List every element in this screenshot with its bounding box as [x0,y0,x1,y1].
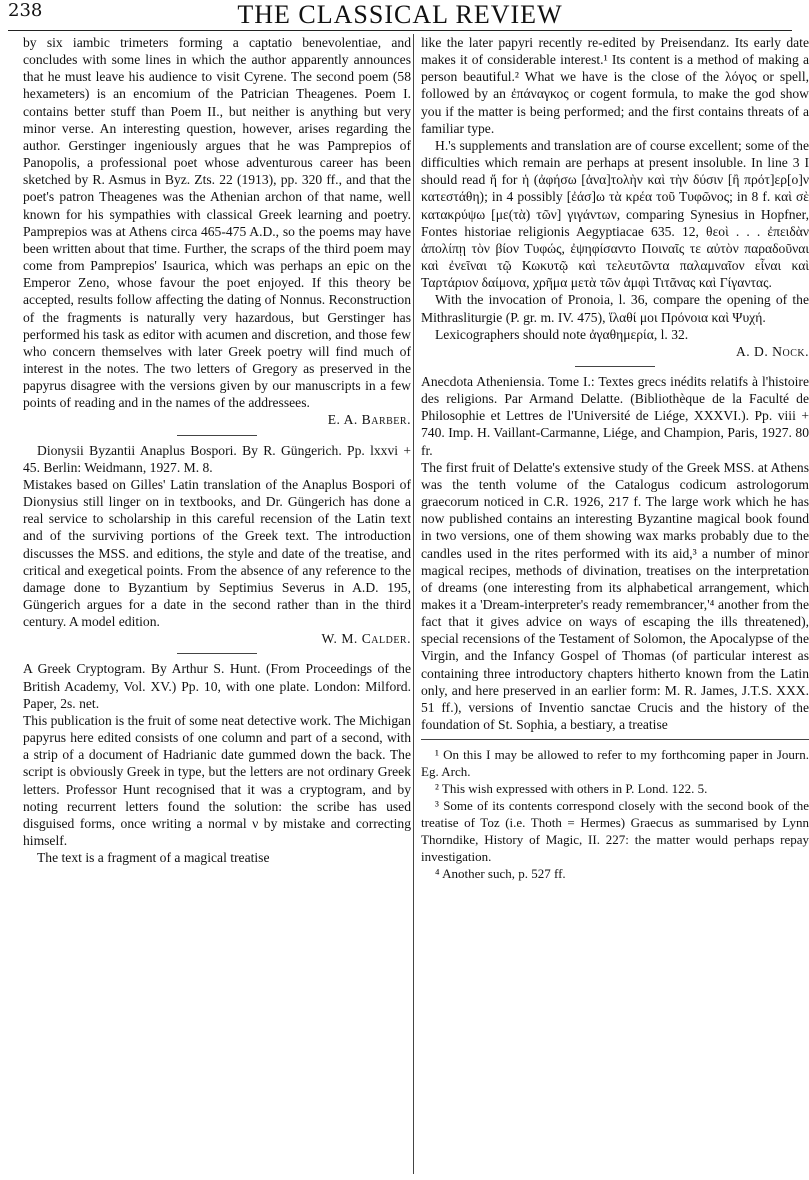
review-body-cryptogram-cont: The text is a fragment of a magical treatise [37,850,270,866]
signature-calder: W. M. Calder. [321,631,411,647]
review-heading-cryptogram: A Greek Cryptogram. By Arthur S. Hunt. (From Proceedings of the British Academy, Vol. XV.) Pp. 10, with one plate. London: Milford. Paper, 2s. net. [23,661,411,711]
footnote-1: ¹ On this I may be allowed to refer to my forthcoming paper in Journ. Eg. Arch. [421,747,809,780]
cryptogram-continued: like the later papyri recently re-edited by Preisendanz. Its early date makes it of considerable interest.¹ Its content is a method of making a person beautiful.² What we have is the close of the λόγος or spell, followed by an ἐπάναγκος or cogent formula, to make the god show you if the matter is being performed; and the first contains threats of a familiar type. [421,35,809,136]
column-divider [413,34,414,1174]
section-separator [177,653,257,654]
footnote-rule [421,739,809,740]
footnote-4: ⁴ Another such, p. 527 ff. [435,866,566,882]
review-body-anecdota: The first fruit of Delatte's extensive study of the Greek MSS. at Athens was the tenth volume of the Catalogus codicum astrologorum graecorum noticed in C.R. 1926, 217 f. The large work which he has now published contains an interesting Byzantine magical book found in two versions, one of them showing wax marks probably due to the candles used in the rites performed with its aid,³ a number of minor magical recipes, methods of divination, treatises on the interpretation of dreams (one interesting from its alphabetical arrangement, which makes it a 'Dream-interpreter's ready remembrancer,'⁴ another from the fact that it gives advice on ways of escaping the ills threatened), special recensions of the Testament of Solomon, the Apocalypse of the Virgin, and the Infancy Gospel of Thomas (of particular interest as containing three introductory chapters hitherto known from the Latin only, and here preserved in an earlier form: M. R. James, J.T.S. XXX. 51 ff.), versions of Inventio sanctae Crucis and the history of the foundation of St. Sophia, a bestiary, a treatise [421,459,809,733]
cryptogram-lexicographers: Lexicographers should note ἀγαθημερία, l. 32. [435,326,689,342]
header-rule [8,30,792,31]
barber-review-end: by six iambic trimeters forming a captatio benevolentiae, and concludes with some lines in which the author apparently announces that he must leave his audience to visit Cyrene. The second poem (58 hexameters) is an encomium of the Patrician Theagenes. Poem I. contains better stuff than Poem II., but neither is anything but very minor verse. An interesting question, however, arises regarding the author. Gerstinger ingeniously argues that he was Pamprepios of Panopolis, a professional poet whose adventurous career has been sketched by R. Asmus in Byz. Zts. 22 (1913), pp. 320 ff., and that the poet's patron Theagenes was the Athenian archon of that name, well known for his sympathies with classical Greek learning and poetry. Pamprepios was at Athens circa 465-475 A.D., so the poems may have been written about that time. Further, the scraps of the third poem may come from Pamprepios' Isaurica, which was perhaps an epic on the Emperor Zeno, whose favour the poet enjoyed. If this theory be accepted, results follow affecting the dating of Nonnus. Reconstruction of the fragments is naturally very hazardous, but Gerstinger has performed his task as editor with acumen and discretion, and those few who concern themselves with later Greek poetry will find much of interest in the notes. The two letters of Gregory as preserved in the papyrus disagree with the versions given by our manuscripts in a few points of reading and in the names of the addressees. [23,35,411,411]
left-column [23,34,411,866]
section-separator [575,366,655,367]
signature-nock: A. D. Nock. [735,343,809,359]
footnote-2: ² This wish expressed with others in P. Lond. 122. 5. [435,781,708,797]
cryptogram-notes: H.'s supplements and translation are of course excellent; some of the difficulties which remain are perhaps at present insoluble. In line 3 I should read ἤ for ἡ (ἀφήσω [ἀνα]τολὴν καὶ τὴν δύσιν [ἢ πρότ]ερ[ο]ν κατεστάθη); in 4 possibly [ἐάσ]ω τὰ κρέα τοῦ Τυφῶνος; in 8 f. καὶ σὲ κατακρύψω [με(τὰ) τῶν] γιγάντων, comparing Synesius in Hopfner, Fontes historiae religionis Aegyptiacae 635. 12, θεοὶ . . . ἐπειδὰν ἀπολίπῃ τὸν βίον Τυφώς, ἐψηφίσαντο Ποιναῖς τε αὐτὸν παραδοῦναι καὶ ἐνεῖναι τῷ Κωκυτῷ καὶ τελευτῶντα παλαμναῖον εἶναι καὶ Ταρτάριον δαίμονα, χρῆμα μετὰ τῶν ἀμφὶ Τιτᾶνας καὶ Γίγαντας. [421,137,809,291]
review-body-dionysii: Mistakes based on Gilles' Latin translation of the Anaplus Bospori of Dionysius still linger on in textbooks, and Dr. Güngerich has done a real service to scholarship in this careful recension of the Latin text and of the surviving portions of the Greek text. The introduction discusses the MSS. and editions, the style and date of the treatise, and critical and exegetical points. From the absence of any reference to the damage done to Byzantium by Septimius Severus in A.D. 195, Güngerich argues for a date in the second rather than in the third century. A model edition. [23,476,411,630]
page-number: 238 [8,0,43,21]
section-separator [177,435,257,436]
review-body-cryptogram: This publication is the fruit of some neat detective work. The Michigan papyrus here edited consists of one column and part of a second, with a strip of a document of Hadrianic date gummed down the back. The script is obviously Greek in type, but the letters are not ordinary Greek letters. Professor Hunt recognised that it was a cryptogram, and by noting recurrent letters found the solution: the scribe has used disguised forms, once writing a normal ν by mistake and correcting himself. [23,712,411,849]
page-header [8,0,792,28]
running-head: THE CLASSICAL REVIEW [237,0,563,29]
footnote-3: ³ Some of its contents correspond closely with the second book of the treatise of Toz (i.e. Thoth = Hermes) Graecus as summarised by Lynn Thorndike, History of Magic, II. 227: the matter would perhaps repay investigation. [421,798,809,865]
signature-barber: E. A. Barber. [327,412,411,428]
right-column [421,34,809,882]
review-heading-dionysii: Dionysii Byzantii Anaplus Bospori. By R. Güngerich. Pp. lxxvi + 45. Berlin: Weidmann, 1927. M. 8. [23,442,411,475]
review-heading-anecdota: Anecdota Atheniensia. Tome I.: Textes grecs inédits relatifs à l'histoire des religions. Par Armand Delatte. (Bibliothèque de la Faculté de Philosophie et Lettres de l'Université de Liége, XXXVI.). Pp. viii + 740. Imp. H. Vaillant-Carmanne, Liége, and Champion, Paris, 1927. 80 fr. [421,373,809,458]
cryptogram-pronoia: With the invocation of Pronoia, l. 36, compare the opening of the Mithrasliturgie (P. gr. m. IV. 475), ἵλαθί μοι Πρόνοια καὶ Ψυχή. [421,292,809,325]
